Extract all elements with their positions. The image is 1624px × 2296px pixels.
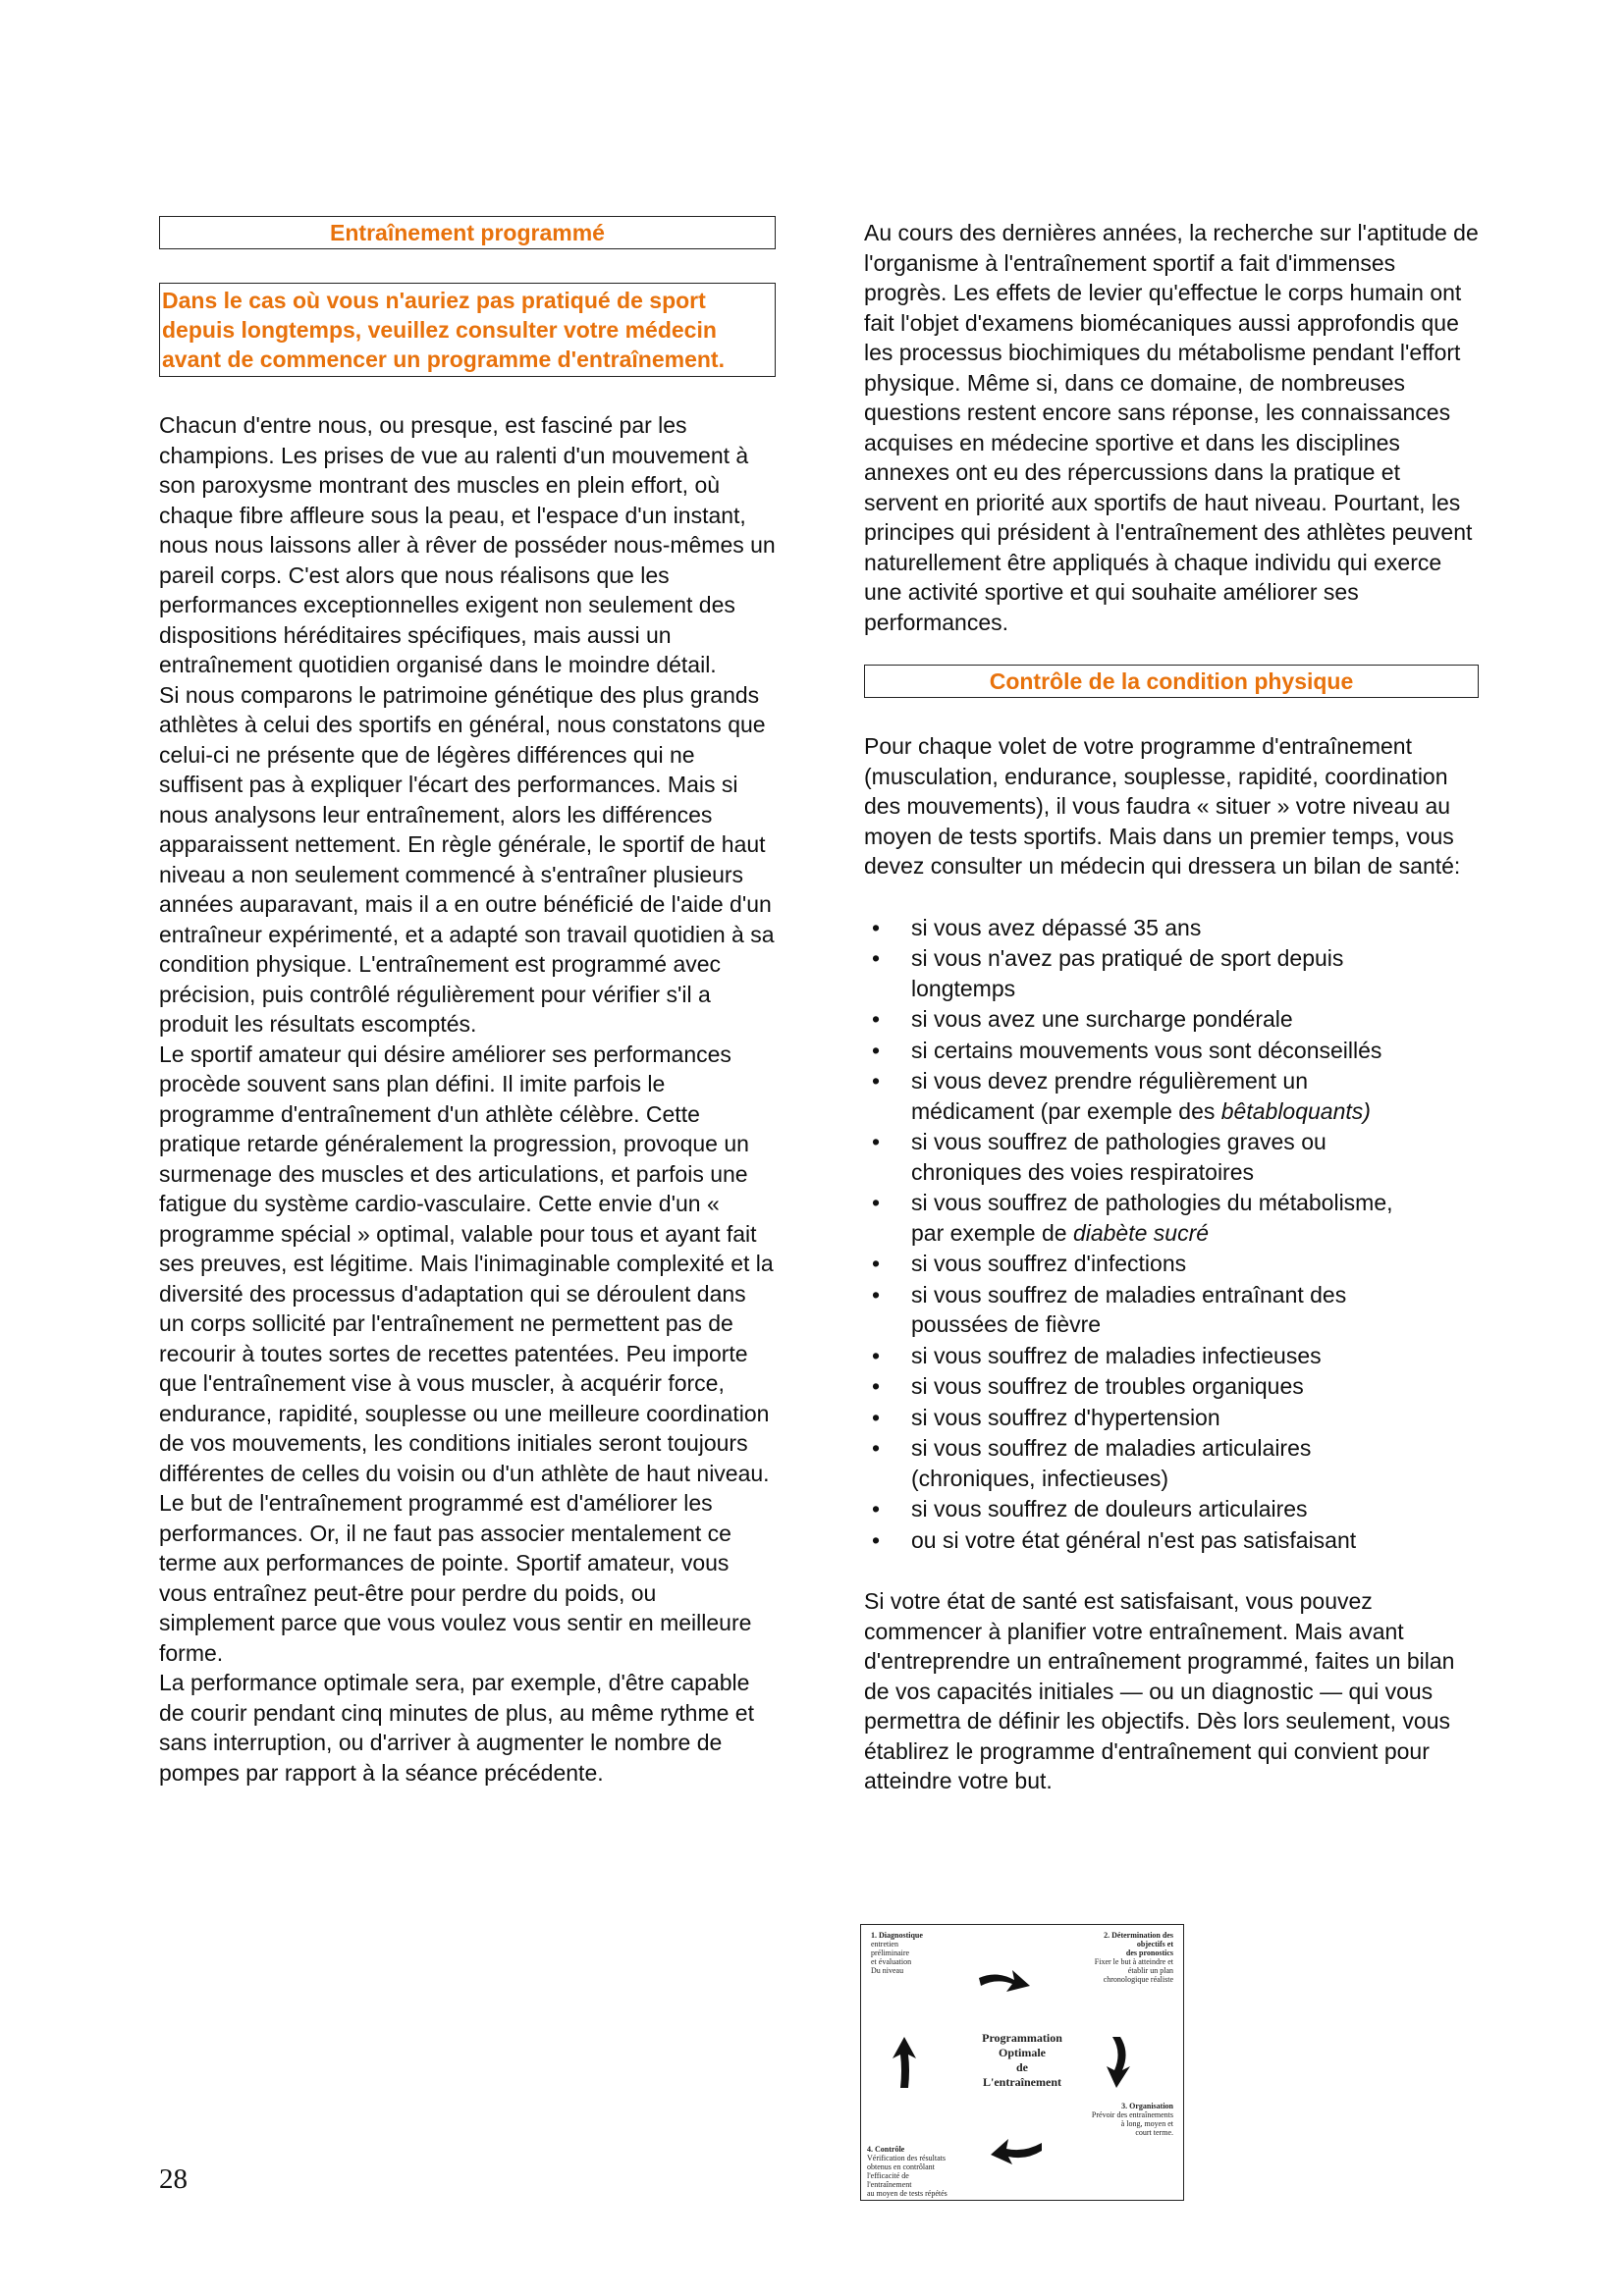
step-title: 1. Diagnostique (871, 1931, 923, 1940)
continuation-text: médicament (par exemple des (911, 1097, 1221, 1124)
bullet-icon: • (872, 1404, 881, 1430)
health-checklist (864, 913, 1479, 1556)
continuation-text: poussées de fièvre (911, 1311, 1102, 1337)
right-column (864, 218, 1479, 1796)
paragraph: Le but de l'entraînement programmé est d'améliorer les performances. Or, il ne faut pas associer mentalement ce terme aux performances de pointe. Sportif amateur, vous vous entraînez peut-être pour perdre du poids, ou simplement parce que vous voulez vous sentir en meilleure forme. (159, 1490, 752, 1666)
checklist-item-text: si vous souffrez de maladies articulaires (911, 1435, 1312, 1461)
checklist-item (864, 1371, 1479, 1402)
checklist-item (864, 913, 1479, 943)
italic-term: diabète sucré (1072, 1219, 1210, 1246)
arrow-down-icon (1103, 2035, 1132, 2090)
step-line: obtenus en contrôlant (867, 2163, 935, 2171)
page-number: 28 (159, 2163, 188, 2195)
section-title-controle: Contrôle de la condition physique (864, 665, 1479, 698)
step-determination (1046, 1931, 1173, 1984)
step-line: entretien (871, 1940, 898, 1949)
center-line: L'entraînement (983, 2075, 1061, 2089)
checklist-item-text: si vous devez prendre régulièrement un (911, 1068, 1309, 1094)
checklist-item-text: si vous avez une surcharge pondérale (911, 1006, 1293, 1032)
checklist-item (864, 1494, 1479, 1524)
step-line: Vérification des résultats (867, 2154, 946, 2163)
checklist-item (864, 1403, 1479, 1433)
checklist-item (864, 1280, 1479, 1340)
bullet-icon: • (872, 1129, 881, 1154)
checklist-item-text: si vous souffrez d'infections (911, 1251, 1187, 1276)
step-title: 4. Contrôle (867, 2145, 905, 2154)
checklist-item-continuation (911, 1309, 1479, 1340)
checklist-item (864, 943, 1479, 1003)
bullet-icon: • (872, 1037, 881, 1063)
bullet-icon: • (872, 1526, 881, 1553)
bullet-icon: • (872, 945, 881, 971)
left-column (159, 216, 776, 1788)
checklist-item-continuation (911, 1157, 1479, 1188)
step-diagnostic (871, 1931, 979, 1975)
bullet-icon: • (872, 1435, 881, 1461)
bullet-icon: • (872, 1373, 881, 1399)
step-title: 2. Détermination des (1104, 1931, 1173, 1940)
conclusion-paragraph: Si votre état de santé est satisfaisant, vous pouvez commencer à planifier votre entraînement. Mais avant d'entreprendre un entraînement programmé, faites un bilan de vos capacités initiales — ou un diagnostic — qui vous permettra de définir les objectifs. Dès lors seulement, vous établirez le programme d'entraînement qui convient pour atteindre votre but. (864, 1588, 1455, 1793)
step-title: objectifs et (1136, 1940, 1173, 1949)
continuation-text: par exemple de (911, 1219, 1073, 1246)
checklist-item-text: si vous souffrez de maladies infectieuses (911, 1342, 1322, 1368)
checklist-item (864, 1433, 1479, 1493)
step-line: Fixer le but à atteindre et (1094, 1957, 1173, 1966)
step-line: au moyen de tests répétés (867, 2189, 947, 2198)
step-title: des pronostics (1125, 1949, 1173, 1957)
continuation-text: longtemps (911, 975, 1016, 1001)
step-line: l'efficacité de (867, 2171, 909, 2180)
training-cycle-diagram (860, 1924, 1184, 2201)
bullet-icon: • (872, 1006, 881, 1032)
step-line: court terme. (1135, 2128, 1173, 2137)
bullet-icon: • (872, 1496, 881, 1522)
bullet-icon: • (872, 1342, 881, 1368)
checklist-item (864, 1004, 1479, 1035)
section-title-entrainement: Entraînement programmé (159, 216, 776, 249)
checklist-item-text: si vous souffrez de douleurs articulaires (911, 1496, 1308, 1522)
arrow-right-icon (977, 1960, 1032, 1996)
paragraph: Le sportif amateur qui désire améliorer ses performances procède souvent sans plan défini. Il imite parfois le programme d'entraînement d'un athlète célèbre. Cette pratique retarde généralement la progression, provoque un surmenage des muscles et des articulations, et parfois une fatigue du système cardio-vasculaire. Cette envie d'un « programme spécial » optimal, valable pour tous et ayant fait ses preuves, est légitime. Mais l'inimaginable complexité et la diversité des processus d'adaptation qui se déroulent dans un corps sollicité par l'entraînement ne permettent pas de recourir à toutes sortes de recettes patentées. Peu importe que l'entraînement vise à vous muscler, à acquérir force, endurance, rapidité, souplesse ou une meilleure coordination de vos mouvements, les conditions initiales seront toujours différentes de celles du voisin ou d'un athlète de haut niveau. (159, 1041, 774, 1486)
checklist-item-text: ou si votre état général n'est pas satisfaisant (911, 1526, 1357, 1553)
paragraph: Si nous comparons le patrimoine génétique des plus grands athlètes à celui des sportifs en général, nous constatons que celui-ci ne présente que de légères différences qui ne suffisent pas à expliquer l'écart des performances. Mais si nous analysons leur entraînement, alors les différences apparaissent nettement. En règle générale, le sportif de haut niveau a non seulement commencé à s'entraîner plusieurs années auparavant, mais il a en outre bénéficié de l'aide d'un entraîneur expérimenté, et a adapté son travail quotidien à sa condition physique. L'entraînement est programmé avec précision, puis contrôlé régulièrement pour vérifier s'il a produit les résultats escomptés. (159, 681, 775, 1037)
bullet-icon: • (872, 1281, 881, 1308)
arrow-up-icon (891, 2035, 918, 2090)
checklist-item-text: si vous souffrez de maladies entraînant des (911, 1281, 1347, 1308)
checklist-item-text: si vous souffrez d'hypertension (911, 1404, 1220, 1430)
center-line: Optimale (999, 2046, 1046, 2059)
step-line: Prévoir des entraînements (1091, 2110, 1173, 2119)
lead-paragraph: Pour chaque volet de votre programme d'entraînement (musculation, endurance, souplesse, rapidité, coordination des mouvements), il vous faudra « situer » votre niveau au moyen de tests sportifs. Mais dans un premier temps, vous devez consulter un médecin qui dressera un bilan de santé: (864, 733, 1461, 879)
checklist-item (864, 1066, 1479, 1126)
step-line: chronologique réaliste (1103, 1975, 1173, 1984)
checklist-item-text: si certains mouvements vous sont déconseillés (911, 1037, 1382, 1063)
left-body-text (159, 410, 776, 1788)
checklist-item (864, 1249, 1479, 1279)
bullet-icon: • (872, 1068, 881, 1094)
center-line: de (1016, 2060, 1028, 2074)
checklist-item-text: si vous souffrez de troubles organiques (911, 1373, 1304, 1399)
step-line: établir un plan (1127, 1966, 1173, 1975)
step-line: Du niveau (871, 1966, 904, 1975)
checklist-item (864, 1036, 1479, 1066)
bullet-icon: • (872, 1251, 881, 1276)
step-line: préliminaire (871, 1949, 910, 1957)
checklist-item-continuation (911, 1096, 1479, 1127)
bullet-icon: • (872, 914, 881, 940)
step-line: à long, moyen et (1120, 2119, 1173, 2128)
continuation-text: (chroniques, infectieuses) (911, 1465, 1169, 1491)
continuation-text: chroniques des voies respiratoires (911, 1158, 1255, 1185)
checklist-item-text: si vous souffrez de pathologies du métabolisme, (911, 1190, 1393, 1215)
checklist-item (864, 1188, 1479, 1248)
checklist-item (864, 1127, 1479, 1187)
medical-warning-box: Dans le cas où vous n'auriez pas pratiqué de sport depuis longtemps, veuillez consulter votre médecin avant de commencer un programme d'entraînement. (159, 283, 776, 377)
step-line: l'entraînement (867, 2180, 912, 2189)
diagram-center-label (955, 2031, 1089, 2090)
checklist-item-text: si vous avez dépassé 35 ans (911, 914, 1202, 940)
intro-paragraph: Au cours des dernières années, la recherche sur l'aptitude de l'organisme à l'entraînement sportif a fait d'immenses progrès. Les effets de levier qu'effectue le corps humain ont fait l'objet d'examens biomécaniques aussi approfondis que les processus biochimiques du métabolisme pendant l'effort physique. Même si, dans ce domaine, de nombreuses questions restent encore sans réponse, les connaissances acquises en médecine sportive et dans les disciplines annexes ont eu des répercussions dans la pratique et servent en priorité aux sportifs de haut niveau. Pourtant, les principes qui président à l'entraînement des athlètes peuvent naturellement être appliqués à chaque individu qui exerce une activité sportive et qui souhaite améliorer ses performances. (864, 220, 1479, 635)
bullet-icon: • (872, 1190, 881, 1215)
arrow-left-icon (989, 2135, 1044, 2168)
checklist-item-text: si vous souffrez de pathologies graves ou (911, 1129, 1326, 1154)
step-controle (867, 2145, 995, 2198)
checklist-item (864, 1341, 1479, 1371)
center-line: Programmation (982, 2031, 1062, 2045)
paragraph: La performance optimale sera, par exemple, d'être capable de courir pendant cinq minutes de plus, au même rythme et sans interruption, ou d'arriver à augmenter le nombre de pompes par rapport à la séance précédente. (159, 1670, 754, 1786)
paragraph: Chacun d'entre nous, ou presque, est fasciné par les champions. Les prises de vue au ralenti d'un mouvement à son paroxysme montrant des muscles en plein effort, où chaque fibre affleure sous la peau, et l'espace d'un instant, nous nous laissons aller à rêver de posséder nous-mêmes un pareil corps. C'est alors que nous réalisons que les performances exceptionnelles exigent non seulement des dispositions héréditaires spécifiques, mais aussi un entraînement quotidien organisé dans le moindre détail. (159, 412, 776, 677)
italic-term: bêtabloquants) (1220, 1097, 1371, 1124)
step-line: et évaluation (871, 1957, 912, 1966)
checklist-item-continuation (911, 1464, 1479, 1494)
checklist-item-text: si vous n'avez pas pratiqué de sport depuis (911, 945, 1344, 971)
checklist-item-continuation (911, 974, 1479, 1004)
step-organisation (1046, 2102, 1173, 2137)
checklist-item (864, 1525, 1479, 1556)
checklist-item-continuation (911, 1218, 1479, 1249)
step-title: 3. Organisation (1121, 2102, 1173, 2110)
